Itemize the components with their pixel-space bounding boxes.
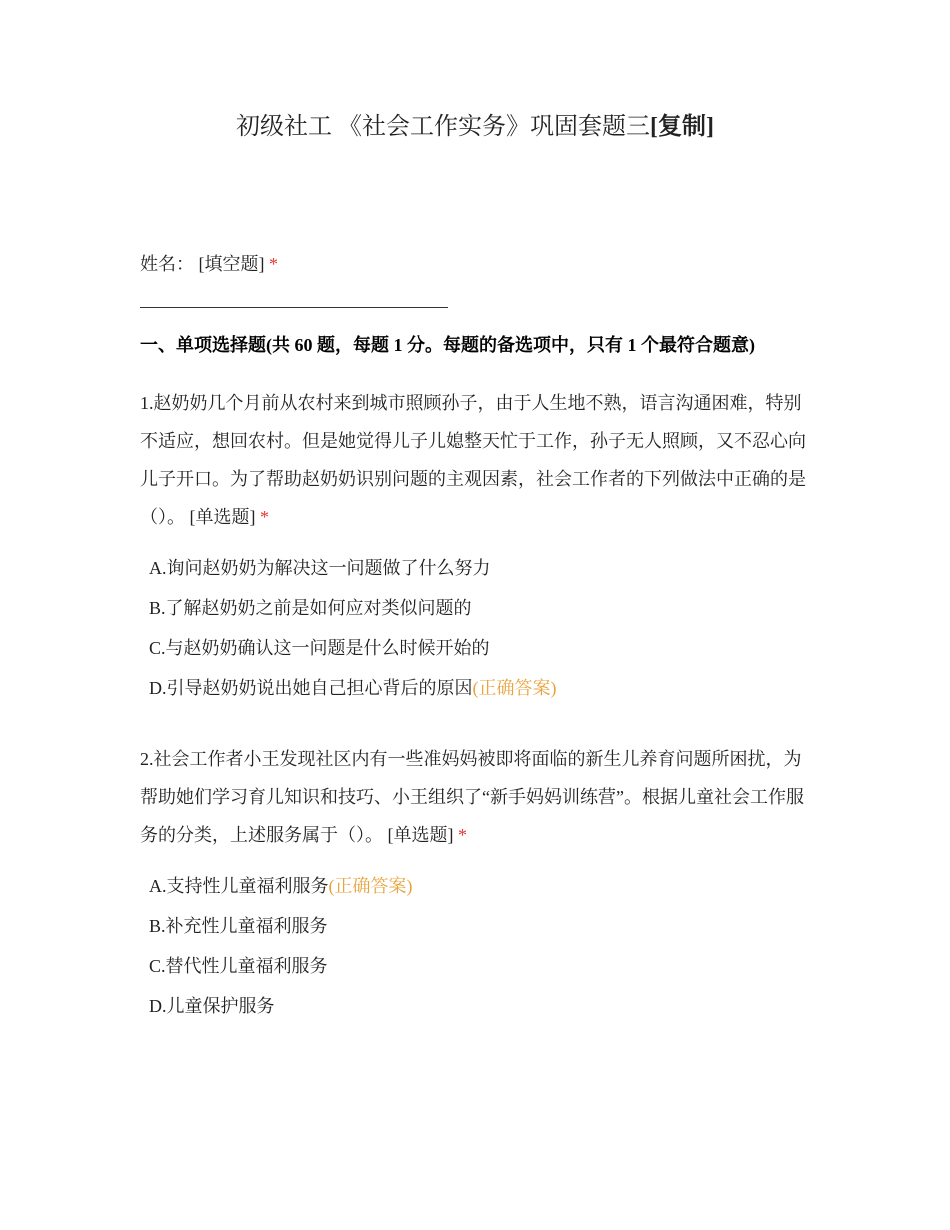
correct-answer-label: (正确答案) (328, 876, 413, 896)
question-1 (140, 384, 816, 536)
name-question (140, 251, 278, 277)
question-2-option-a: A.支持性儿童福利服务(正确答案) (149, 876, 413, 896)
question-1-option-c: C.与赵奶奶确认这一问题是什么时候开始的 (149, 638, 490, 658)
question-1-option-b: B.了解赵奶奶之前是如何应对类似问题的 (149, 598, 472, 618)
question-2-required-mark: * (458, 825, 467, 845)
question-2-text: 2.社会工作者小王发现社区内有一些准妈妈被即将面临的新生儿养育问题所困扰，为帮助她们学习育儿知识和技巧、小王组织了“新手妈妈训练营”。根据儿童社会工作服务的分类，上述服务属于（）。 (140, 749, 804, 845)
correct-answer-label: (正确答案) (472, 678, 557, 698)
name-type-tag: [填空题] (198, 254, 265, 274)
question-2-option-b: B.补充性儿童福利服务 (149, 916, 328, 936)
question-1-text: 1.赵奶奶几个月前从农村来到城市照顾孙子，由于人生地不熟，语言沟通困难，特别不适应，想回农村。但是她觉得儿子儿媳整天忙于工作，孙子无人照顾，又不忍心向儿子开口。为了帮助赵奶奶识别问题的主观因素，社会工作者的下列做法中正确的是（）。 (140, 393, 806, 527)
question-2 (140, 740, 816, 854)
question-1-type-tag: [单选题] (189, 507, 256, 527)
question-1-required-mark: * (260, 507, 269, 527)
question-2-options (149, 866, 809, 1026)
question-1-option-d: D.引导赵奶奶说出她自己担心背后的原因(正确答案) (149, 678, 557, 698)
question-2-option-d: D.儿童保护服务 (149, 996, 275, 1016)
name-label: 姓名： (140, 254, 194, 274)
question-2-type-tag: [单选题] (387, 825, 454, 845)
required-mark: * (269, 254, 278, 274)
page-title (0, 110, 950, 144)
question-1-options (149, 548, 809, 708)
section-heading: 一、单项选择题(共 60 题，每题 1 分。每题的备选项中，只有 1 个最符合题意) (140, 335, 755, 355)
title-suffix: [复制] (650, 114, 714, 140)
name-answer-line[interactable] (140, 307, 448, 308)
title-main: 初级社工 《社会工作实务》巩固套题三 (236, 114, 650, 140)
question-2-option-c: C.替代性儿童福利服务 (149, 956, 328, 976)
question-1-option-a: A.询问赵奶奶为解决这一问题做了什么努力 (149, 558, 491, 578)
